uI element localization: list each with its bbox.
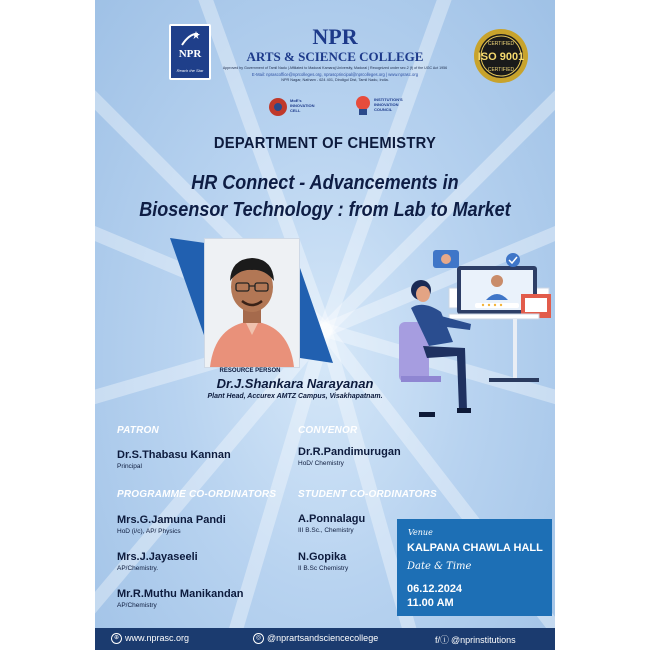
venue-hall: KALPANA CHAWLA HALL <box>407 542 543 554</box>
convenor-role: HoD/ Chemistry <box>298 460 344 467</box>
iso-seal <box>473 28 529 84</box>
resource-person-photo <box>204 238 300 368</box>
student-coordinator-role: III B.Sc., Chemistry <box>298 527 354 534</box>
gear-icon <box>267 96 289 118</box>
venue-label: Venue <box>408 528 433 537</box>
footer-social[interactable] <box>435 633 516 646</box>
programme-coordinators-heading: PROGRAMME CO-ORDINATORS <box>117 489 277 500</box>
convenor-heading: CONVENOR <box>298 425 358 436</box>
patron-heading: PATRON <box>117 425 159 436</box>
student-coordinator-name: N.Gopika <box>298 551 347 563</box>
instagram-text: @nprartsandsciencecollege <box>267 633 379 643</box>
social-icons: f/ⓘ <box>435 635 450 645</box>
iic-logo <box>353 94 407 120</box>
student-coordinators-heading: STUDENT CO-ORDINATORS <box>298 489 437 500</box>
college-name: ARTS & SCIENCE COLLEGE <box>246 49 424 64</box>
convenor-name: Dr.R.Pandimurugan <box>298 446 401 458</box>
datetime-label: Date & Time <box>407 561 472 572</box>
resource-person-label: RESOURCE PERSON <box>219 368 281 374</box>
student-coordinator-role: II B.Sc Chemistry <box>298 565 349 572</box>
footer-instagram[interactable] <box>253 633 378 644</box>
social-text: @nprinstitutions <box>451 635 516 645</box>
programme-coordinator-role: AP/Chemistry <box>117 602 157 609</box>
patron-role: Principal <box>117 463 142 470</box>
innovation-cell-logo <box>267 94 313 120</box>
programme-coordinator-name: Mrs.G.Jamuna Pandi <box>117 514 226 526</box>
approval-line: Approved by Government of Tamil Nadu | Affiliated to Madurai Kamaraj University, Madurai | Recognized under sec.2 (f) of the UGC Act 1956 <box>222 66 448 70</box>
programme-coordinator-role: AP/Chemistry. <box>117 565 159 572</box>
department-title: DEPARTMENT OF CHEMISTRY <box>213 135 437 152</box>
website-text: www.nprasc.org <box>125 633 190 643</box>
college-short-name: NPR <box>312 24 358 49</box>
address-line: NPR Nagar, Natham - 624 401, Dindigul Dist, Tamil Nadu, India. <box>281 78 389 82</box>
iso-main-text: ISO 9001 <box>477 51 525 63</box>
student-coordinator-name: A.Ponnalagu <box>298 513 366 525</box>
email-line: E-Mail: nprascoffice@nprcolleges.org, nprascprincipal@nprcolleges.org | www.nprasc.org <box>251 72 419 77</box>
event-title-line1: HR Connect - Advancements in <box>191 172 459 194</box>
iic-text: INSTITUTION'S INNOVATION COUNCIL <box>374 97 403 112</box>
footer <box>95 628 555 650</box>
venue-box <box>397 519 552 616</box>
event-title-line2: Biosensor Technology : from Lab to Market <box>139 199 511 221</box>
iso-top-text: CERTIFIED <box>487 41 515 47</box>
event-poster <box>95 0 555 650</box>
patron-name: Dr.S.Thabasu Kannan <box>117 449 231 461</box>
resource-person-designation: Plant Head, Accurex AMTZ Campus, Visakhapatnam. <box>207 393 383 400</box>
resource-person-name: Dr.J.Shankara Narayanan <box>216 376 374 391</box>
logo-tagline: Reach the Star <box>176 68 204 73</box>
innovation-cell-text: MoE's INNOVATION CELL <box>290 98 315 113</box>
instagram-icon: ◎ <box>253 633 264 644</box>
programme-coordinator-role: HoD (i/c), AP/ Physics <box>117 528 181 535</box>
bulb-icon <box>353 94 373 118</box>
footer-website[interactable] <box>111 633 189 644</box>
programme-coordinator-name: Mrs.J.Jayaseeli <box>117 551 198 563</box>
globe-icon: ⊕ <box>111 633 122 644</box>
iso-bottom-text: CERTIFIED <box>487 67 515 73</box>
person-portrait-icon <box>205 239 299 367</box>
programme-coordinator-name: Mr.R.Muthu Manikandan <box>117 588 244 600</box>
event-date: 06.12.2024 <box>407 583 463 595</box>
logo-text: NPR <box>178 48 202 60</box>
star-icon <box>180 31 200 47</box>
event-time: 11.00 AM <box>407 597 454 609</box>
